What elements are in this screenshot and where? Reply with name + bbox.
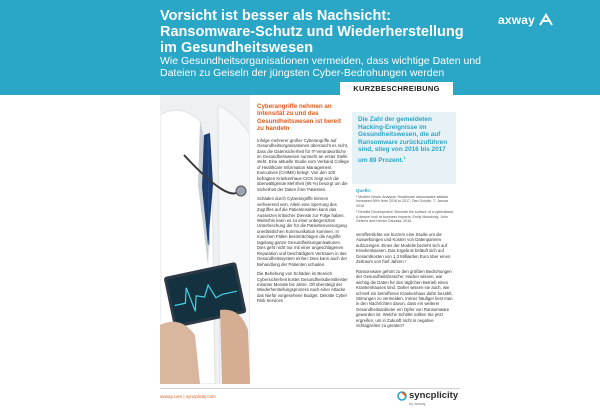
syncplicity-byline: by axway: [409, 401, 426, 406]
page-subtitle: Wie Gesundheitsorganisationen vermeiden, dass wichtige Daten und Dateien zu Geiseln der jüngsten Cyber-Bedrohungen werden: [160, 55, 482, 79]
callout-footnote-mark: 1: [403, 154, 406, 160]
axway-wordmark: axway: [498, 13, 536, 27]
source-item: ¹ McAfee News: Analysis: Healthcare ransomware attacks increased 89% from 2016 to 2017, Dan Goodin, 7. Januar 2018: [356, 195, 449, 208]
statistic-callout: [352, 112, 456, 184]
footer-divider: [160, 388, 460, 389]
header-banner: [0, 0, 600, 95]
footer-links[interactable]: axway.com | syncplicity.com: [160, 394, 216, 399]
body-paragraph: Ransomware gehört zu den größten Bedrohungen der Gesundheitsbranche: Hacker wissen, wie wichtig die Daten für den täglichen Betrieb eines Krankenhauses sind. Daher wissen sie auch, wie schnell ein betroffenes Krankenhaus dafür bezahlt, Störungen zu vermeiden. Immer häufiger liest man in den Nachrichten davon, dass ein weiterer Gesundheitsanbieter ein Opfer von Ransomware geworden ist. Welche Schritte sollten Sie jetzt ergreifen, um in Zukunft nicht in negative Schlagzeilen zu geraten?: [356, 268, 453, 329]
syncplicity-wordmark: syncplicity: [409, 390, 459, 401]
body-paragraph: Infolge mehrerer großer Cyberangriffe auf Gesundheitsorganisationen überrascht es nicht, dass die Datensicherheit für IT-Verantwortliche im Gesundheitswesen nunmehr an erster Stelle steht. Eine aktuelle Studie vom Verband College of Healthcare Information Management Executives (CHIME) belegt: Von den 100 befragten Krankenhaus-CIOs zeigt sich die überwältigende Mehrheit (95 %) besorgt um die Sicherheit der Daten ihrer Patienten.: [257, 137, 349, 192]
body-paragraph: Die Behebung von Schäden im Bereich Cybersicherheit kostet Gesundheitsdienstleister mitunter Monate bis Jahre. Oft übersteigt der Wiederherstellungsprozess nach einer Attacke das Niefür vorgesehene Budget. Deloitte Cyber Risk Services: [257, 271, 348, 304]
body-paragraph: Schäden durch Cyberangriffe können verheerend sein. Allein eine Sperrung des Zugriffes auf die Patientenakten kann das Aussetzen kritischer Dienste zur Folge haben. Weiterhin kann es zu einer unbegrenzten Unterbrechung der für die Patientenversorgung unerlässlichen Kommunikation kommen. In manchen Fällen beeinträchtigen die Angriffe tagelang ganze Gesundheitsorganisationen. Dies geht nicht nur mit einer angeschlagenen Reputation und beschädigtem Vertrauen in das Gesundheitssystem einher. Dies kann auch der Behandlung der Patienten schaden.: [257, 196, 348, 267]
body-paragraph: veröffentlichte vor kurzem eine Studie um die Auswirkungen und Kosten von Datenpannen aufzuzeigen. Eines der Modelle bezieht sich auf Krankenkassen. Das Ergebnis beläuft sich auf Gesamtkosten von 1,3 Milliarden Euro über einen Zeitraum von fünf Jahren.²: [356, 232, 451, 265]
document-type-badge: KURZBESCHREIBUNG: [340, 82, 453, 96]
syncplicity-mark-icon: [397, 391, 407, 401]
main-column: [257, 103, 349, 308]
callout-text: Die Zahl der gemeldeten Hacking-Ereignisse im Gesundheitswesen, die auf Ransomware zurückzuführen sind, stieg von 2016 bis 2017 um 89 Prozent.: [358, 116, 448, 165]
page-title: Vorsicht ist besser als Nachsicht: Ransomware-Schutz und Wiederherstellung im Gesundheitswesen: [160, 8, 464, 56]
axway-logo: [498, 9, 554, 31]
axway-mark-icon: [538, 13, 554, 27]
doctor-tablet-image: [160, 95, 250, 384]
section-headline: Cyberangriffe nehmen an Intensität zu und das Gesundheitswesen ist bereit zu handeln: [257, 103, 341, 133]
sources-block: [356, 188, 456, 225]
sources-label: Quelle:: [356, 188, 372, 193]
right-column: [356, 232, 454, 333]
source-item: ² Deloitte Development: Beneath the surface of a cyberattack: A deeper look at business impacts, Emily Mossburg, John Gelinne and Hector Calzada, 2016.: [356, 210, 455, 224]
syncplicity-logo: [397, 391, 458, 406]
